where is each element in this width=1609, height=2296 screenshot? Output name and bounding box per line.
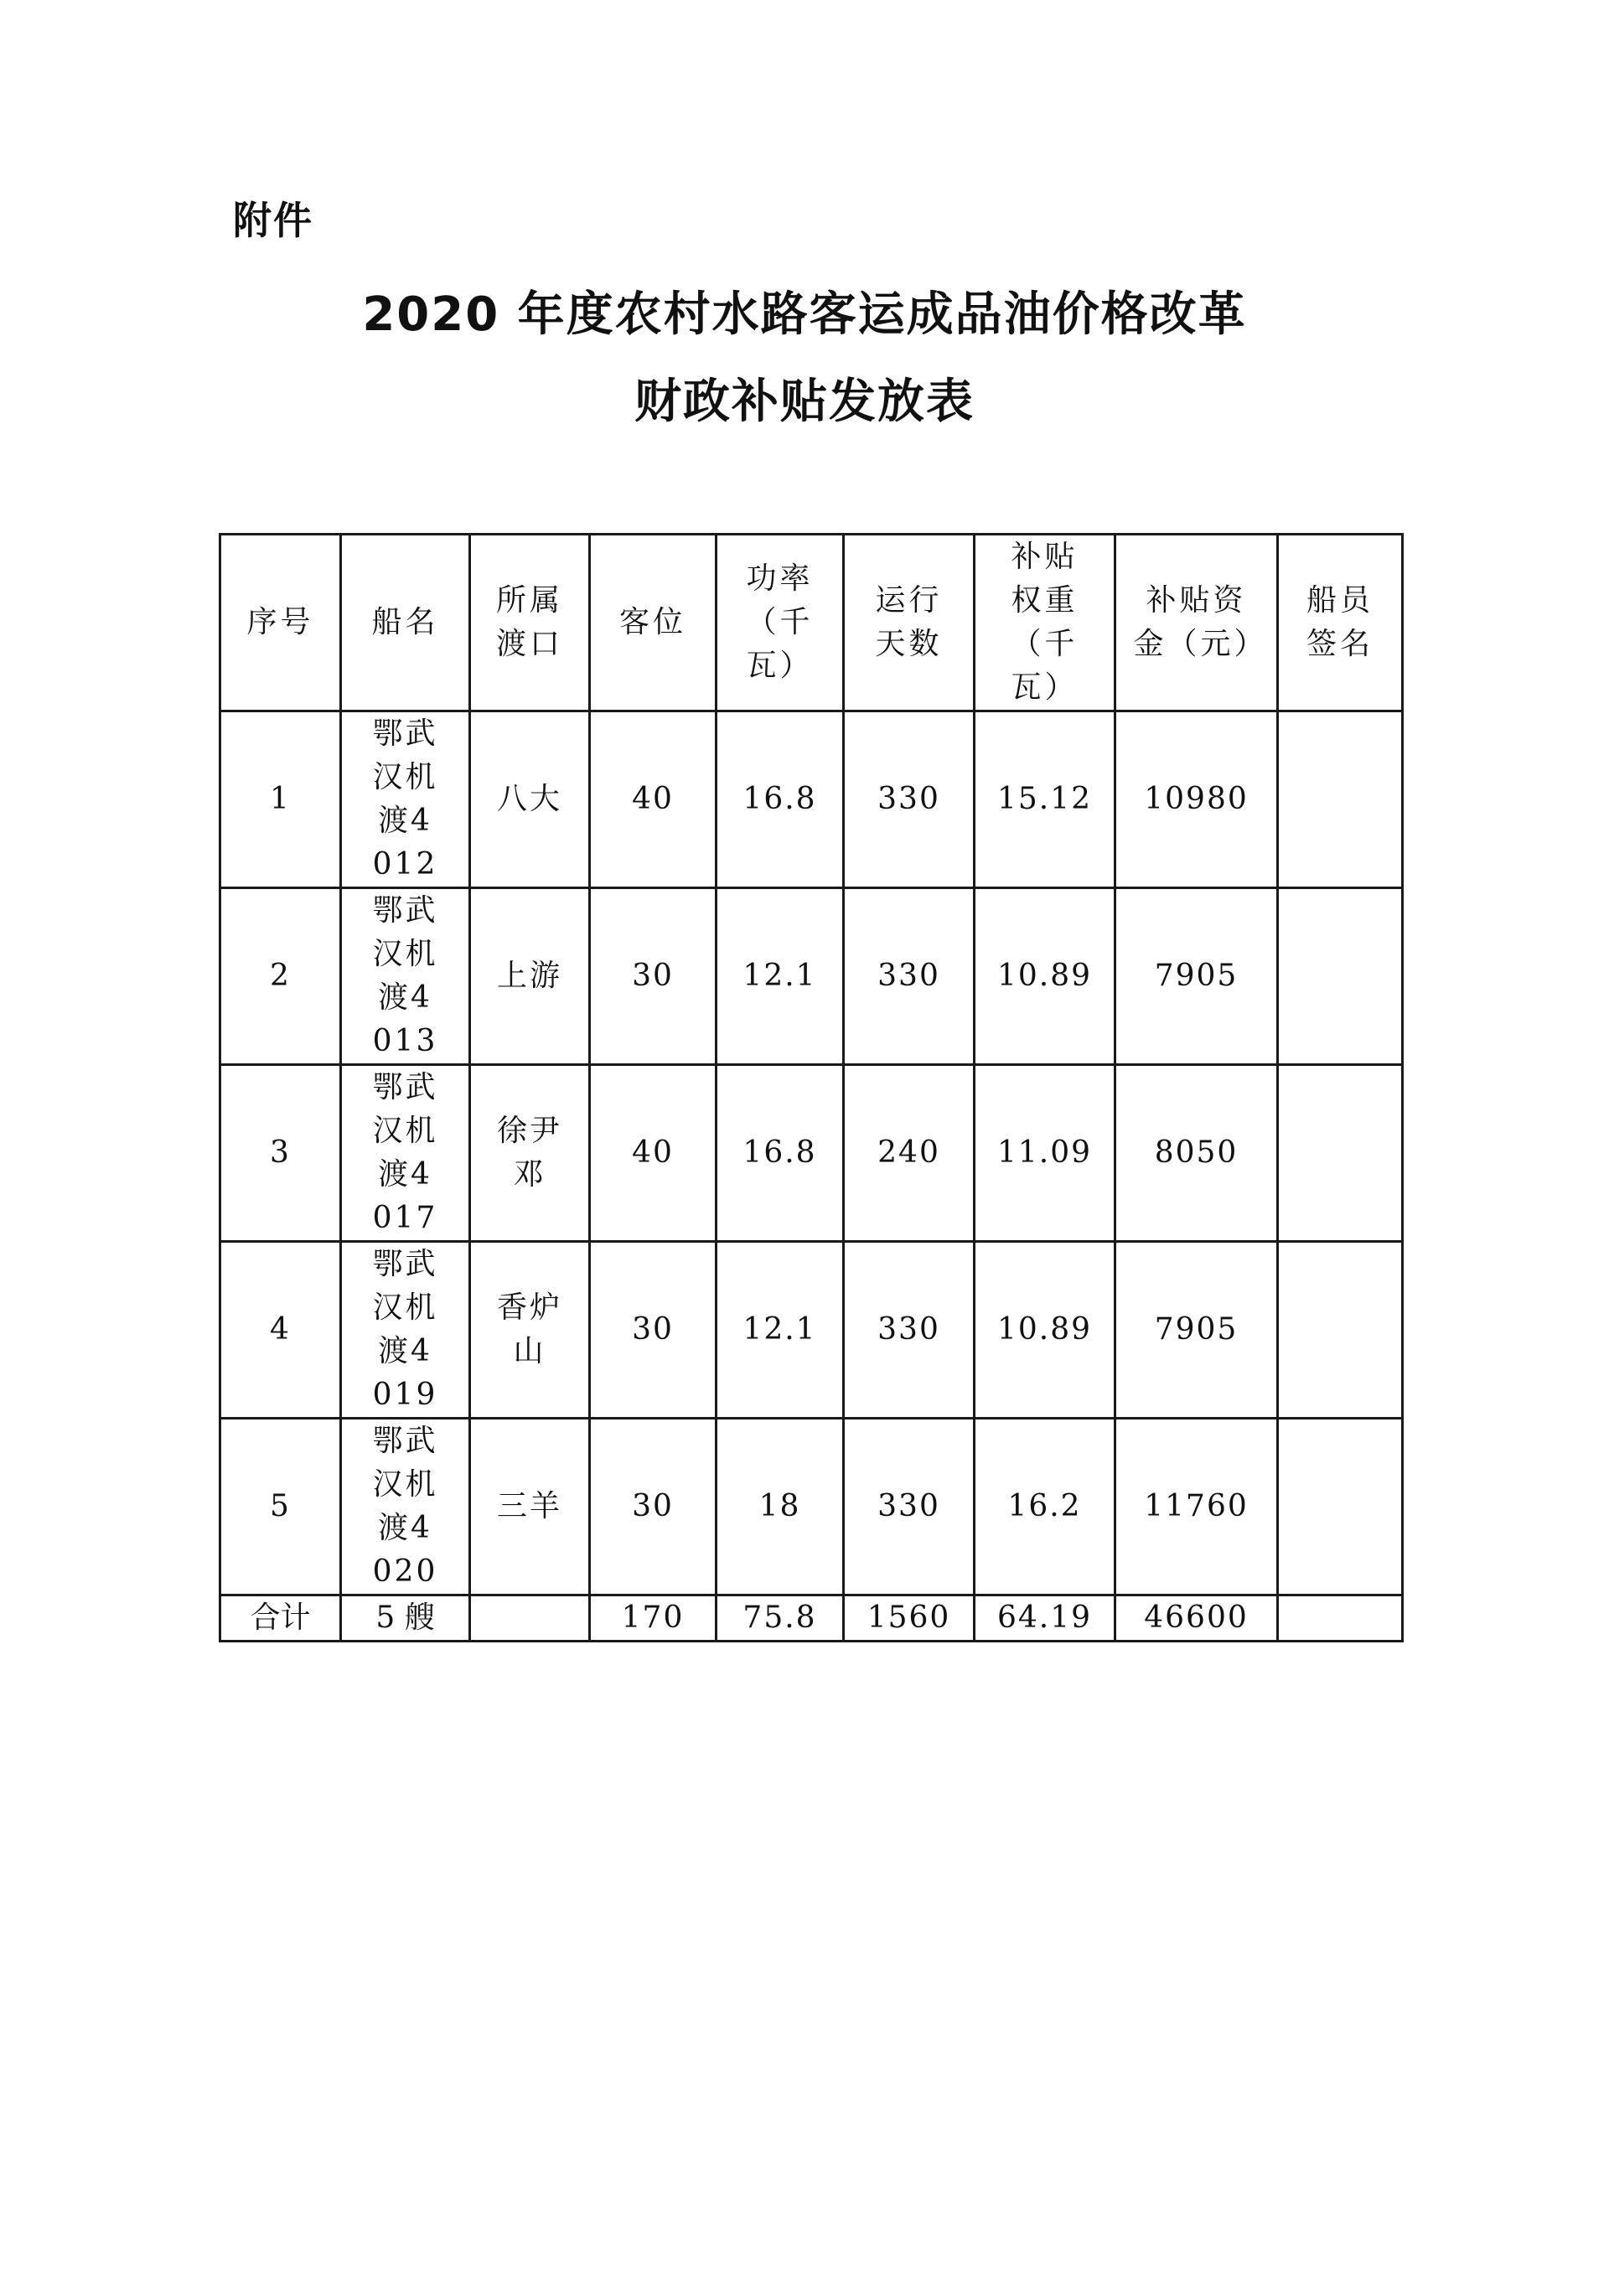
header-days: 运行天数 [844, 535, 975, 711]
total-power: 75.8 [717, 1595, 844, 1642]
document-title-line-2: 财政补贴发放表 [634, 375, 975, 429]
table-header-row [220, 535, 1403, 711]
attachment-label: 附件 [233, 198, 313, 243]
cell-weight: 11.09 [975, 1065, 1115, 1242]
cell-weight: 10.89 [975, 1242, 1115, 1419]
cell-seats: 30 [590, 1242, 717, 1419]
cell-power: 16.8 [717, 1065, 844, 1242]
header-amount: 补贴资金（元） [1115, 535, 1278, 711]
cell-ferry: 三羊 [470, 1419, 590, 1595]
total-row [220, 1595, 1403, 1642]
cell-ship-name: 鄂武汉机渡4012 [341, 711, 470, 888]
header-seats: 客位 [590, 535, 717, 711]
total-days: 1560 [844, 1595, 975, 1642]
cell-ship-name: 鄂武汉机渡4020 [341, 1419, 470, 1595]
total-weight: 64.19 [975, 1595, 1115, 1642]
cell-ferry: 徐尹邓 [470, 1065, 590, 1242]
cell-seq: 3 [220, 1065, 341, 1242]
cell-amount: 11760 [1115, 1419, 1278, 1595]
cell-amount: 7905 [1115, 888, 1278, 1065]
header-power: 功率（千瓦） [717, 535, 844, 711]
cell-days: 330 [844, 711, 975, 888]
cell-seats: 30 [590, 888, 717, 1065]
cell-signature[interactable] [1278, 888, 1403, 1065]
table-row [220, 1242, 1403, 1419]
header-ferry: 所属渡口 [470, 535, 590, 711]
cell-seats: 40 [590, 1065, 717, 1242]
document-title-line-1: 2020 年度农村水路客运成品油价格改革 [362, 287, 1247, 342]
cell-ferry: 香炉山 [470, 1242, 590, 1419]
table-row [220, 711, 1403, 888]
cell-amount: 10980 [1115, 711, 1278, 888]
cell-ship-name: 鄂武汉机渡4019 [341, 1242, 470, 1419]
cell-days: 330 [844, 1242, 975, 1419]
cell-weight: 10.89 [975, 888, 1115, 1065]
cell-ferry: 八大 [470, 711, 590, 888]
header-ship-name: 船名 [341, 535, 470, 711]
subsidy-table [219, 533, 1404, 1642]
cell-signature[interactable] [1278, 1065, 1403, 1242]
cell-seq: 2 [220, 888, 341, 1065]
cell-seats: 30 [590, 1419, 717, 1595]
table-row [220, 888, 1403, 1065]
cell-weight: 15.12 [975, 711, 1115, 888]
cell-ferry: 上游 [470, 888, 590, 1065]
cell-weight: 16.2 [975, 1419, 1115, 1595]
cell-days: 330 [844, 888, 975, 1065]
header-seq: 序号 [220, 535, 341, 711]
cell-signature[interactable] [1278, 1419, 1403, 1595]
total-seats: 170 [590, 1595, 717, 1642]
total-amount: 46600 [1115, 1595, 1278, 1642]
cell-seats: 40 [590, 711, 717, 888]
cell-power: 16.8 [717, 711, 844, 888]
cell-power: 12.1 [717, 888, 844, 1065]
header-signature: 船员签名 [1278, 535, 1403, 711]
cell-seq: 4 [220, 1242, 341, 1419]
total-signature[interactable] [1278, 1595, 1403, 1642]
cell-days: 240 [844, 1065, 975, 1242]
table-row [220, 1065, 1403, 1242]
cell-power: 12.1 [717, 1242, 844, 1419]
total-label: 合计 [220, 1595, 341, 1642]
cell-signature[interactable] [1278, 1242, 1403, 1419]
total-ship-count: 5 艘 [341, 1595, 470, 1642]
cell-ship-name: 鄂武汉机渡4017 [341, 1065, 470, 1242]
table-row [220, 1419, 1403, 1595]
total-ferry [470, 1595, 590, 1642]
cell-seq: 1 [220, 711, 341, 888]
cell-amount: 8050 [1115, 1065, 1278, 1242]
cell-seq: 5 [220, 1419, 341, 1595]
cell-signature[interactable] [1278, 711, 1403, 888]
cell-ship-name: 鄂武汉机渡4013 [341, 888, 470, 1065]
cell-power: 18 [717, 1419, 844, 1595]
cell-amount: 7905 [1115, 1242, 1278, 1419]
header-weight: 补贴权重（千瓦） [975, 535, 1115, 711]
cell-days: 330 [844, 1419, 975, 1595]
